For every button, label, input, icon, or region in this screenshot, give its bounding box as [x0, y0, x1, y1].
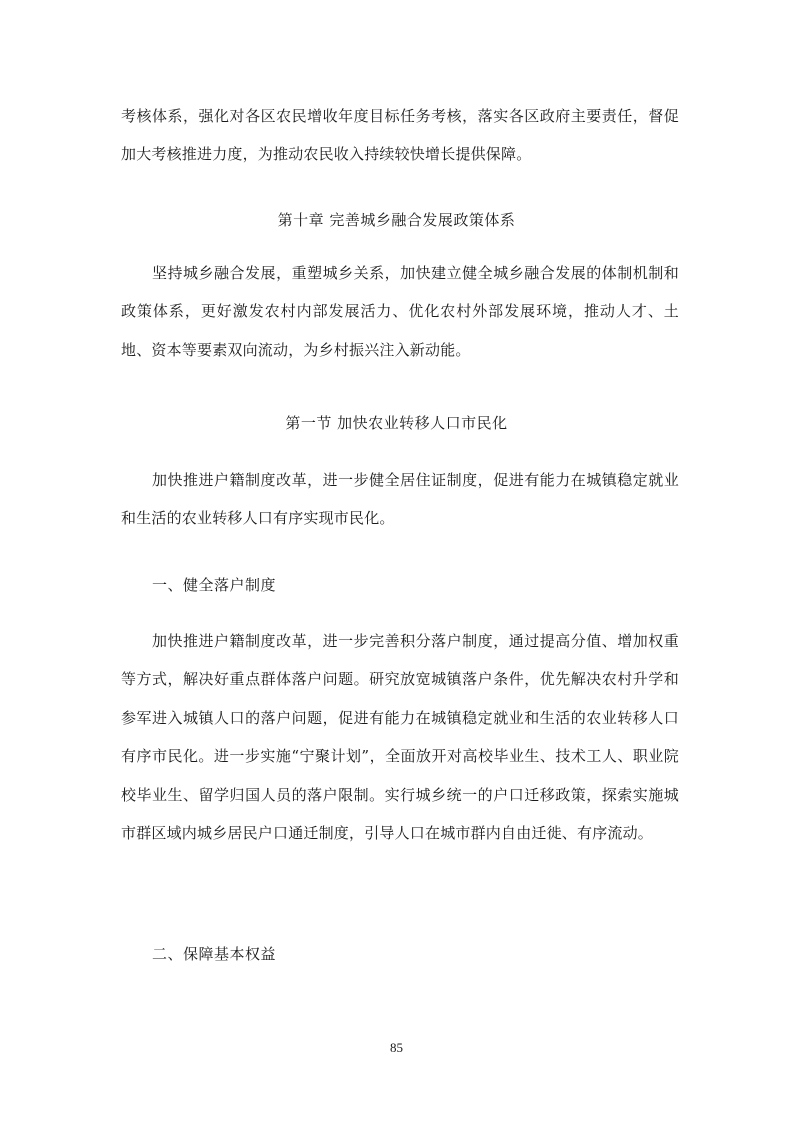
paragraph-settlement: 加快推进户籍制度改革，进一步完善积分落户制度，通过提高分值、增加权重等方式，解决好重点群体落户问题。研究放宽城镇落户条件，优先解决农村升学和参军进入城镇人口的落户问题，促进有能力在城镇稳定就业和生活的农业转移人口有序市民化。进一步实施“宁聚计划”，全面放开对高校毕业生、技术工人、职业院校毕业生、留学归国人员的落户限制。实行城乡统一的户口迁移政策，探索实施城市群区域内城乡居民户口通迁制度，引导人口在城市群内自由迁徙、有序流动。 [121, 632, 679, 843]
subheading-settlement: 一、健全落户制度 [152, 576, 277, 594]
chapter-title: 第十章 完善城乡融合发展政策体系 [277, 211, 516, 229]
paragraph-continuation: 考核体系，强化对各区农民增收年度目标任务考核，落实各区政府主要责任，督促加大考核推进力度，为推动农民收入持续较快增长提供保障。 [121, 107, 679, 164]
section-title: 第一节 加快农业转移人口市民化 [285, 414, 508, 432]
paragraph-section-intro: 加快推进户籍制度改革，进一步健全居住证制度，促进有能力在城镇稳定就业和生活的农业转移人口有序实现市民化。 [121, 471, 679, 528]
paragraph-chapter-intro: 坚持城乡融合发展，重塑城乡关系，加快建立健全城乡融合发展的体制机制和政策体系，更好激发农村内部发展活力、优化农村外部发展环境，推动人才、土地、资本等要素双向流动，为乡村振兴注入新动能。 [121, 264, 679, 359]
subheading-rights: 二、保障基本权益 [152, 945, 277, 963]
page-number: 85 [390, 1040, 403, 1055]
